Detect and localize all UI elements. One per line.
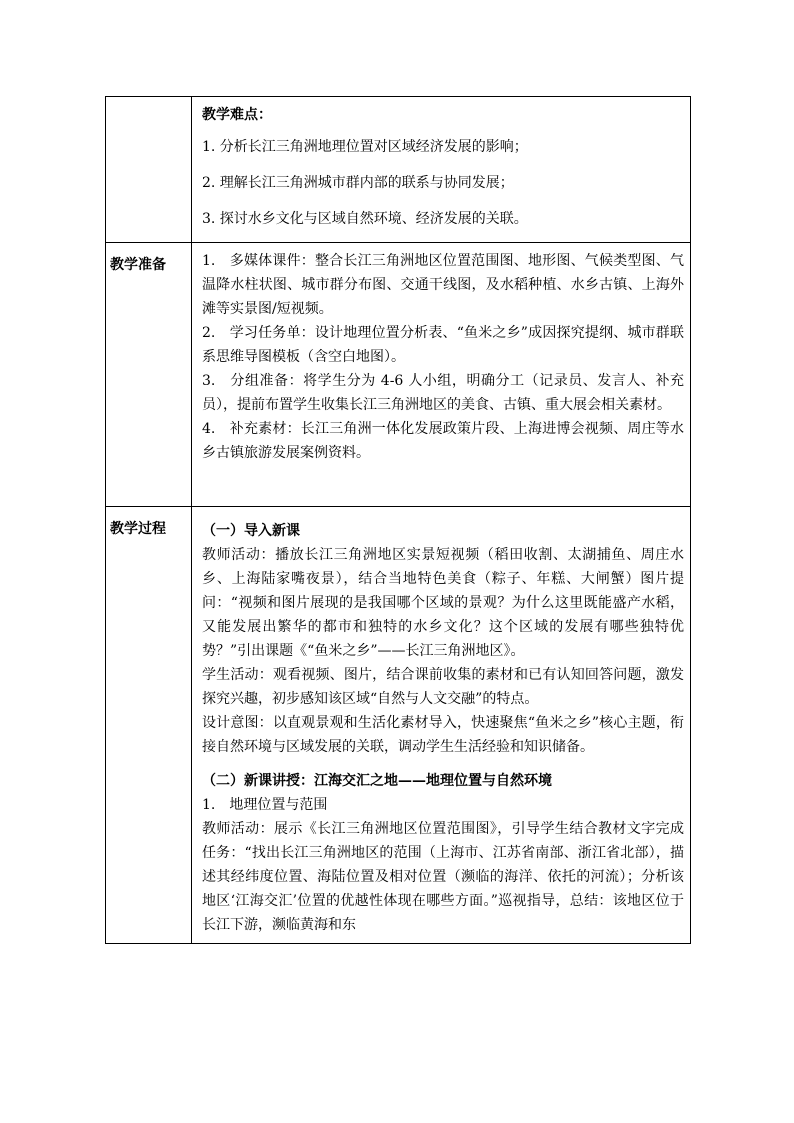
section-intro-title: （一）导入新课 [202,523,300,539]
section-intro-paragraph: 设计意图：以直观景观和生活化素材导入，快速聚焦“鱼米之乡”核心主题，衔接自然环境与区域发展的关联，调动学生生活经验和知识储备。 [202,715,684,755]
section-intro-paragraph: 教师活动：播放长江三角洲地区实景短视频（稻田收割、太湖捕鱼、周庄水乡、上海陆家嘴夜景），结合当地特色美食（粽子、年糕、大闸蟹）图片提问：“视频和图片展现的是我国哪个区域的景观？为什么这里既能盛产水稻，又能发展出繁华的都市和独特的水乡文化？这个区域的发展有哪些独特优势？”引出课题《“鱼米之乡”——长江三角洲地区》。 [202,547,684,659]
preparation-label: 教学准备 [106,243,192,507]
difficulties-row [106,97,691,243]
preparation-row [106,243,691,507]
process-label: 教学过程 [106,507,192,944]
subsection-title: 1. 地理位置与范围 [202,797,328,813]
preparation-content [192,243,691,507]
difficulty-item: 1. 分析长江三角洲地理位置对区域经济发展的影响； [202,139,528,155]
preparation-item: 4. 补充素材：长江三角洲一体化发展政策片段、上海进博会视频、周庄等水乡古镇旅游发展案例资料。 [202,421,684,461]
lesson-plan-table [105,96,691,944]
difficulties-label [106,97,192,243]
process-row [106,507,691,944]
section-new-lesson-paragraph: 教师活动：展示《长江三角洲地区位置范围图》，引导学生结合教材文字完成任务：“找出长江三角洲地区的范围（上海市、江苏省南部、浙江省北部），描述其经纬度位置、海陆位置及相对位置（濒临的海洋、依托的河流）；分析该地区‘江海交汇’位置的优越性体现在哪些方面。”巡视指导，总结：该地区位于长江下游，濒临黄海和东 [202,821,684,933]
process-content [192,507,691,944]
preparation-item: 3. 分组准备：将学生分为 4-6 人小组，明确分工（记录员、发言人、补充员），提前布置学生收集长江三角洲地区的美食、古镇、重大展会相关素材。 [202,373,684,413]
section-intro-paragraph: 学生活动：观看视频、图片，结合课前收集的素材和已有认知回答问题，激发探究兴趣，初步感知该区域“自然与人文交融”的特点。 [202,667,684,707]
difficulties-title: 教学难点： [202,107,272,123]
difficulties-content [192,97,691,243]
preparation-item: 1. 多媒体课件：整合长江三角洲地区位置范围图、地形图、气候类型图、气温降水柱状图、城市群分布图、交通干线图，及水稻种植、水乡古镇、上海外滩等实景图/短视频。 [202,253,684,317]
difficulty-item: 3. 探讨水乡文化与区域自然环境、经济发展的关联。 [202,211,528,227]
difficulty-item: 2. 理解长江三角洲城市群内部的联系与协同发展； [202,175,514,191]
section-new-lesson-title: （二）新课讲授：江海交汇之地——地理位置与自然环境 [202,773,552,789]
preparation-item: 2. 学习任务单：设计地理位置分析表、“鱼米之乡”成因探究提纲、城市群联系思维导图模板（含空白地图）。 [202,325,684,365]
